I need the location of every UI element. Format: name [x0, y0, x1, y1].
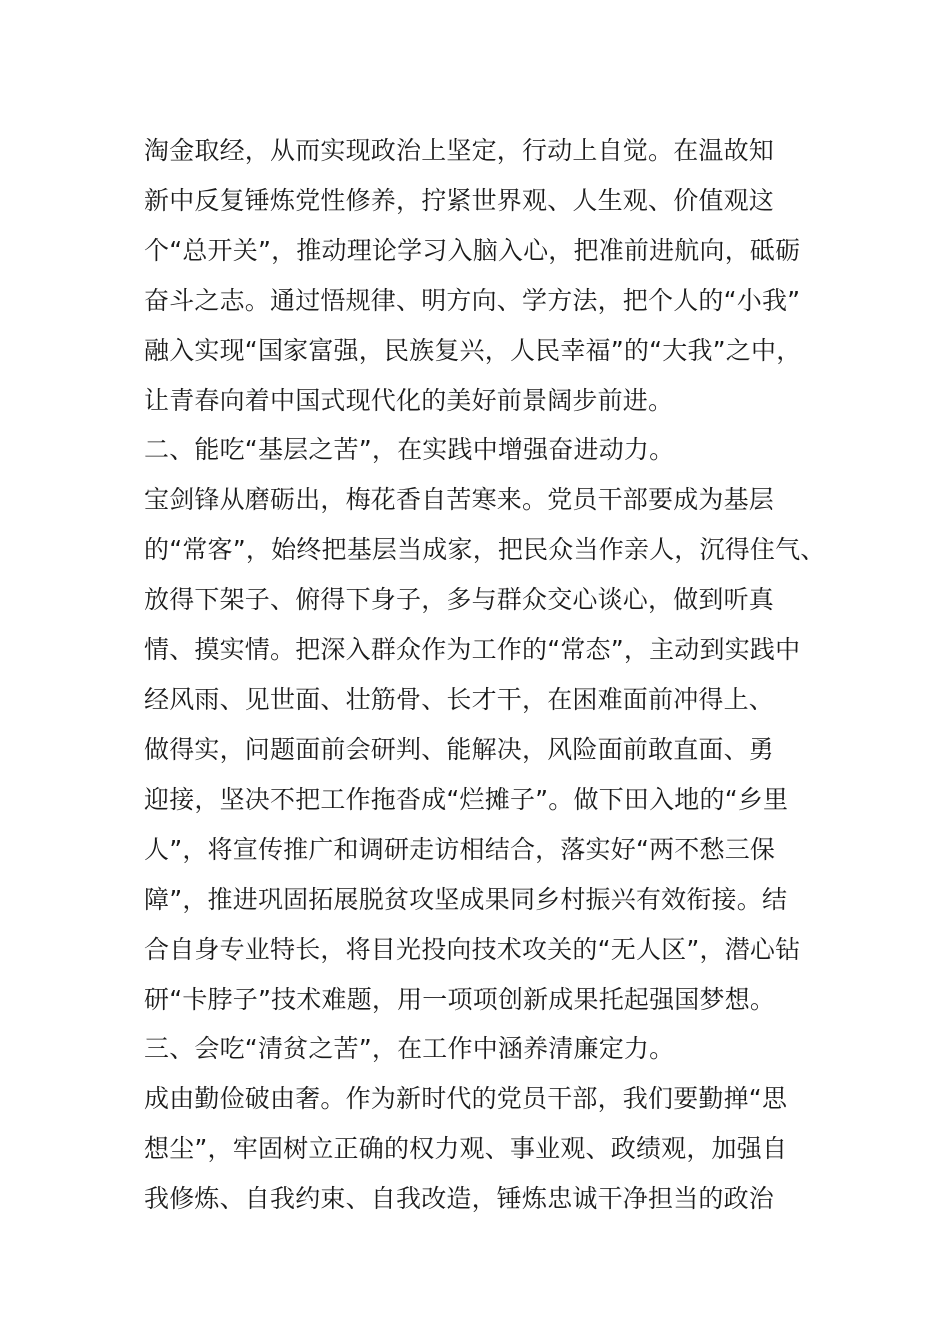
text-line: 人”，将宣传推广和调研走访相结合，落实好“两不愁三保 [144, 835, 776, 864]
text-line: 宝剑锋从磨砺出，梅花香自苦寒来。党员干部要成为基层 [144, 485, 775, 514]
text-line: 放得下架子、俯得下身子，多与群众交心谈心，做到听真 [144, 585, 775, 614]
text-line: 合自身专业特长，将目光投向技术攻关的“无人区”，潜心钻 [144, 935, 801, 964]
text-line: 的“常客”，始终把基层当成家，把民众当作亲人，沉得住气、 [144, 535, 826, 564]
text-line: 成由勤俭破由奢。作为新时代的党员干部，我们要勤掸“思 [144, 1084, 788, 1113]
text-line: 奋斗之志。通过悟规律、明方向、学方法，把个人的“小我” [144, 286, 801, 315]
section-heading-2: 二、能吃“基层之苦”，在实践中增强奋进动力。 [144, 435, 675, 464]
text-line: 我修炼、自我约束、自我改造，锤炼忠诚干净担当的政治 [144, 1184, 775, 1213]
text-line: 障”，推进巩固拓展脱贫攻坚成果同乡村振兴有效衔接。结 [144, 885, 788, 914]
section-heading-3: 三、会吃“清贫之苦”，在工作中涵养清廉定力。 [144, 1034, 675, 1063]
text-line: 淘金取经，从而实现政治上坚定，行动上自觉。在温故知 [144, 136, 775, 165]
text-line: 情、摸实情。把深入群众作为工作的“常态”，主动到实践中 [144, 635, 801, 664]
text-line: 做得实，问题面前会研判、能解决，风险面前敢直面、勇 [144, 735, 775, 764]
text-line: 新中反复锤炼党性修养，拧紧世界观、人生观、价值观这 [144, 186, 775, 215]
text-line: 想尘”，牢固树立正确的权力观、事业观、政绩观，加强自 [144, 1134, 788, 1163]
text-line: 研“卡脖子”技术难题，用一项项创新成果托起强国梦想。 [144, 985, 776, 1014]
text-line: 经风雨、见世面、壮筋骨、长才干，在困难面前冲得上、 [144, 685, 775, 714]
text-line: 融入实现“国家富强，民族复兴，人民幸福”的“大我”之中， [144, 336, 802, 365]
text-line: 个“总开关”，推动理论学习入脑入心，把准前进航向，砥砺 [144, 236, 801, 265]
text-line: 让青春向着中国式现代化的美好前景阔步前进。 [144, 386, 674, 415]
text-line: 迎接，坚决不把工作拖沓成“烂摊子”。做下田入地的“乡里 [144, 785, 789, 814]
